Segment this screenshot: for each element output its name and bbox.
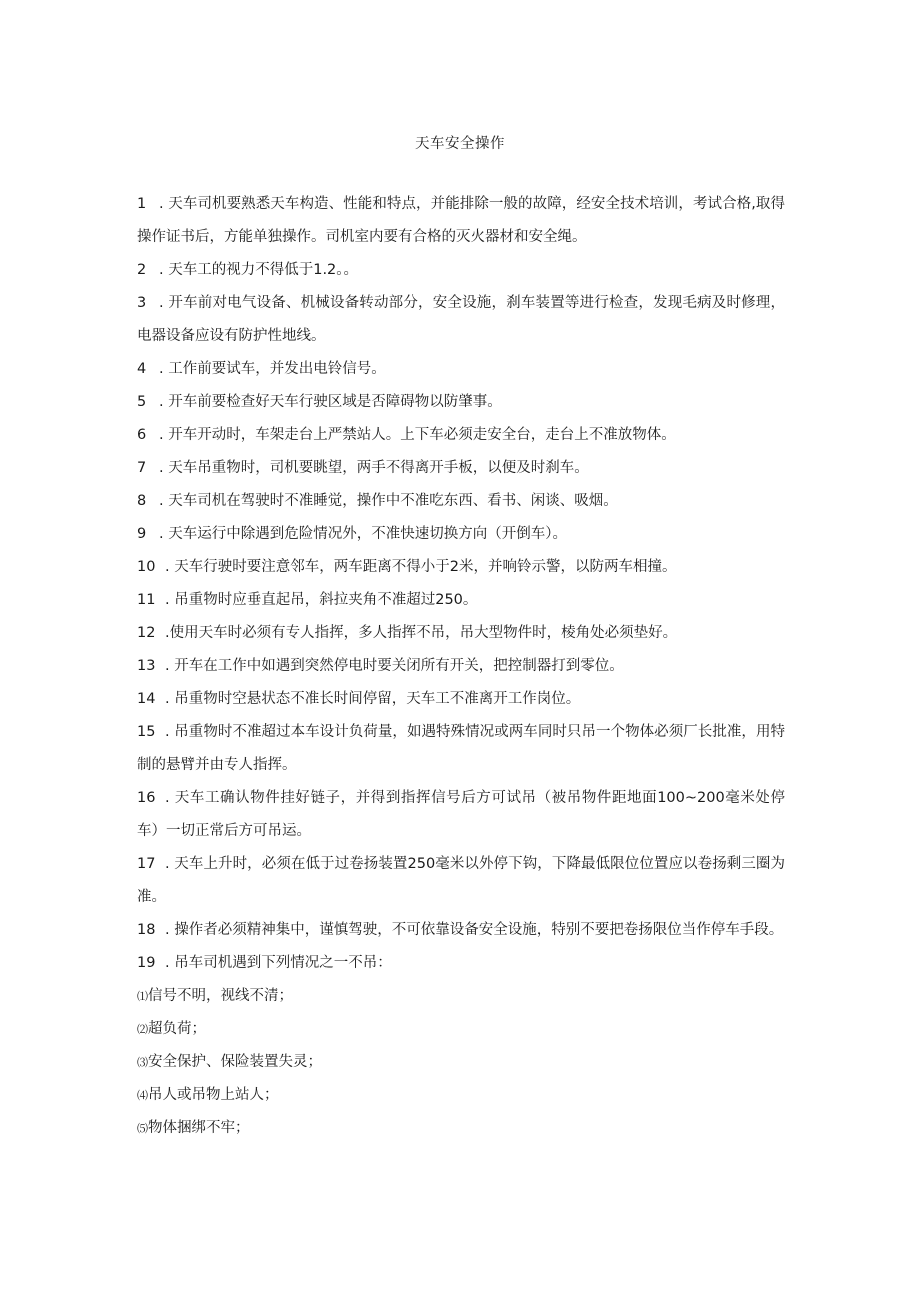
item-number: 17 xyxy=(137,856,156,872)
item-number: 15 xyxy=(137,724,156,740)
item-number: 5 xyxy=(137,394,147,410)
item-text: . 开车在工作中如遇到突然停电时要关闭所有开关，把控制器打到零位。 xyxy=(165,658,624,674)
sub-item-mark: ⑴ xyxy=(137,990,148,1003)
sub-item-text: 物体捆绑不牢； xyxy=(148,1120,250,1136)
item-text: . 吊重物时应垂直起吊，斜拉夹角不准超过250。 xyxy=(165,592,478,608)
sub-list-item xyxy=(137,1013,785,1046)
list-item xyxy=(137,584,785,617)
sub-item-mark: ⑵ xyxy=(137,1023,148,1036)
list-item xyxy=(137,287,785,353)
list-item xyxy=(137,617,785,650)
list-item xyxy=(137,848,785,914)
list-item xyxy=(137,914,785,947)
item-number: 12 xyxy=(137,625,156,641)
item-text: .使用天车时必须有专人指挥，多人指挥不吊，吊大型物件时，棱角处必须垫好。 xyxy=(165,625,678,641)
list-item xyxy=(137,353,785,386)
item-number: 8 xyxy=(137,493,147,509)
sub-list-item xyxy=(137,1046,785,1079)
item-number: 3 xyxy=(137,295,147,311)
item-text: . 操作者必须精神集中，谨慎驾驶，不可依靠设备安全设施，特别不要把卷扬限位当作停车手段。 xyxy=(165,922,784,938)
item-text: . 天车司机在驾驶时不准睡觉，操作中不准吃东西、看书、闲谈、吸烟。 xyxy=(159,493,618,509)
item-text: . 开车开动时，车架走台上严禁站人。上下车必须走安全台，走台上不准放物体。 xyxy=(159,427,676,443)
list-item xyxy=(137,188,785,254)
item-number: 11 xyxy=(137,592,156,608)
sub-item-mark: ⑷ xyxy=(137,1089,148,1102)
item-number: 6 xyxy=(137,427,147,443)
item-number: 2 xyxy=(137,262,147,278)
item-number: 14 xyxy=(137,691,156,707)
list-item xyxy=(137,485,785,518)
item-number: 16 xyxy=(137,790,156,806)
sub-item-mark: ⑶ xyxy=(137,1056,148,1069)
sub-item-text: 超负荷； xyxy=(148,1021,206,1037)
item-text: . 天车工确认物件挂好链子，并得到指挥信号后方可试吊（被吊物件距地面100~200毫米处停车）一切正常后方可吊运。 xyxy=(137,790,785,839)
item-text: . 天车行驶时要注意邻车，两车距离不得小于2米，并响铃示警，以防两车相撞。 xyxy=(165,559,677,575)
item-text: . 天车工的视力不得低于1.2。。 xyxy=(159,262,359,278)
sub-list-item xyxy=(137,980,785,1013)
item-number: 10 xyxy=(137,559,156,575)
list-item xyxy=(137,254,785,287)
item-text: . 天车司机要熟悉天车构造、性能和特点，并能排除一般的故障，经安全技术培训，考试合格,取得操作证书后，方能单独操作。司机室内要有合格的灭火器材和安全绳。 xyxy=(137,196,785,245)
list-item xyxy=(137,386,785,419)
sub-list-item xyxy=(137,1079,785,1112)
list-item xyxy=(137,452,785,485)
item-number: 13 xyxy=(137,658,156,674)
item-text: . 吊车司机遇到下列情况之一不吊： xyxy=(165,955,392,971)
list-item xyxy=(137,419,785,452)
item-number: 1 xyxy=(137,196,147,212)
item-number: 19 xyxy=(137,955,156,971)
list-item xyxy=(137,551,785,584)
document-body xyxy=(137,188,785,1145)
item-text: . 天车运行中除遇到危险情况外，不准快速切换方向（开倒车）。 xyxy=(159,526,567,542)
item-number: 18 xyxy=(137,922,156,938)
item-text: . 工作前要试车，并发出电铃信号。 xyxy=(159,361,386,377)
item-text: . 吊重物时空悬状态不准长时间停留，天车工不准离开工作岗位。 xyxy=(165,691,581,707)
item-text: . 吊重物时不准超过本车设计负荷量，如遇特殊情况或两车同时只吊一个物体必须厂长批准，用特制的悬臂并由专人指挥。 xyxy=(137,724,785,773)
list-item xyxy=(137,716,785,782)
item-number: 9 xyxy=(137,526,147,542)
list-item xyxy=(137,518,785,551)
sub-item-text: 安全保护、保险装置失灵； xyxy=(148,1054,322,1070)
list-item xyxy=(137,650,785,683)
item-number: 4 xyxy=(137,361,147,377)
item-text: . 开车前对电气设备、机械设备转动部分，安全设施，刹车装置等进行检查，发现毛病及时修理，电器设备应设有防护性地线。 xyxy=(137,295,785,344)
list-item xyxy=(137,947,785,980)
sub-item-text: 信号不明，视线不清； xyxy=(148,988,293,1004)
sub-item-mark: ⑸ xyxy=(137,1122,148,1135)
item-text: . 开车前要检查好天车行驶区域是否障碍物以防肇事。 xyxy=(159,394,502,410)
sub-list-item xyxy=(137,1112,785,1145)
item-text: . 天车上升时，必须在低于过卷扬装置250毫米以外停下钩，下降最低限位位置应以卷扬剩三圈为准。 xyxy=(137,856,785,905)
list-item xyxy=(137,683,785,716)
item-text: . 天车吊重物时，司机要眺望，两手不得离开手板，以便及时刹车。 xyxy=(159,460,589,476)
list-item xyxy=(137,782,785,848)
page-title: 天车安全操作 xyxy=(415,136,505,152)
item-number: 7 xyxy=(137,460,147,476)
sub-item-text: 吊人或吊物上站人； xyxy=(148,1087,279,1103)
